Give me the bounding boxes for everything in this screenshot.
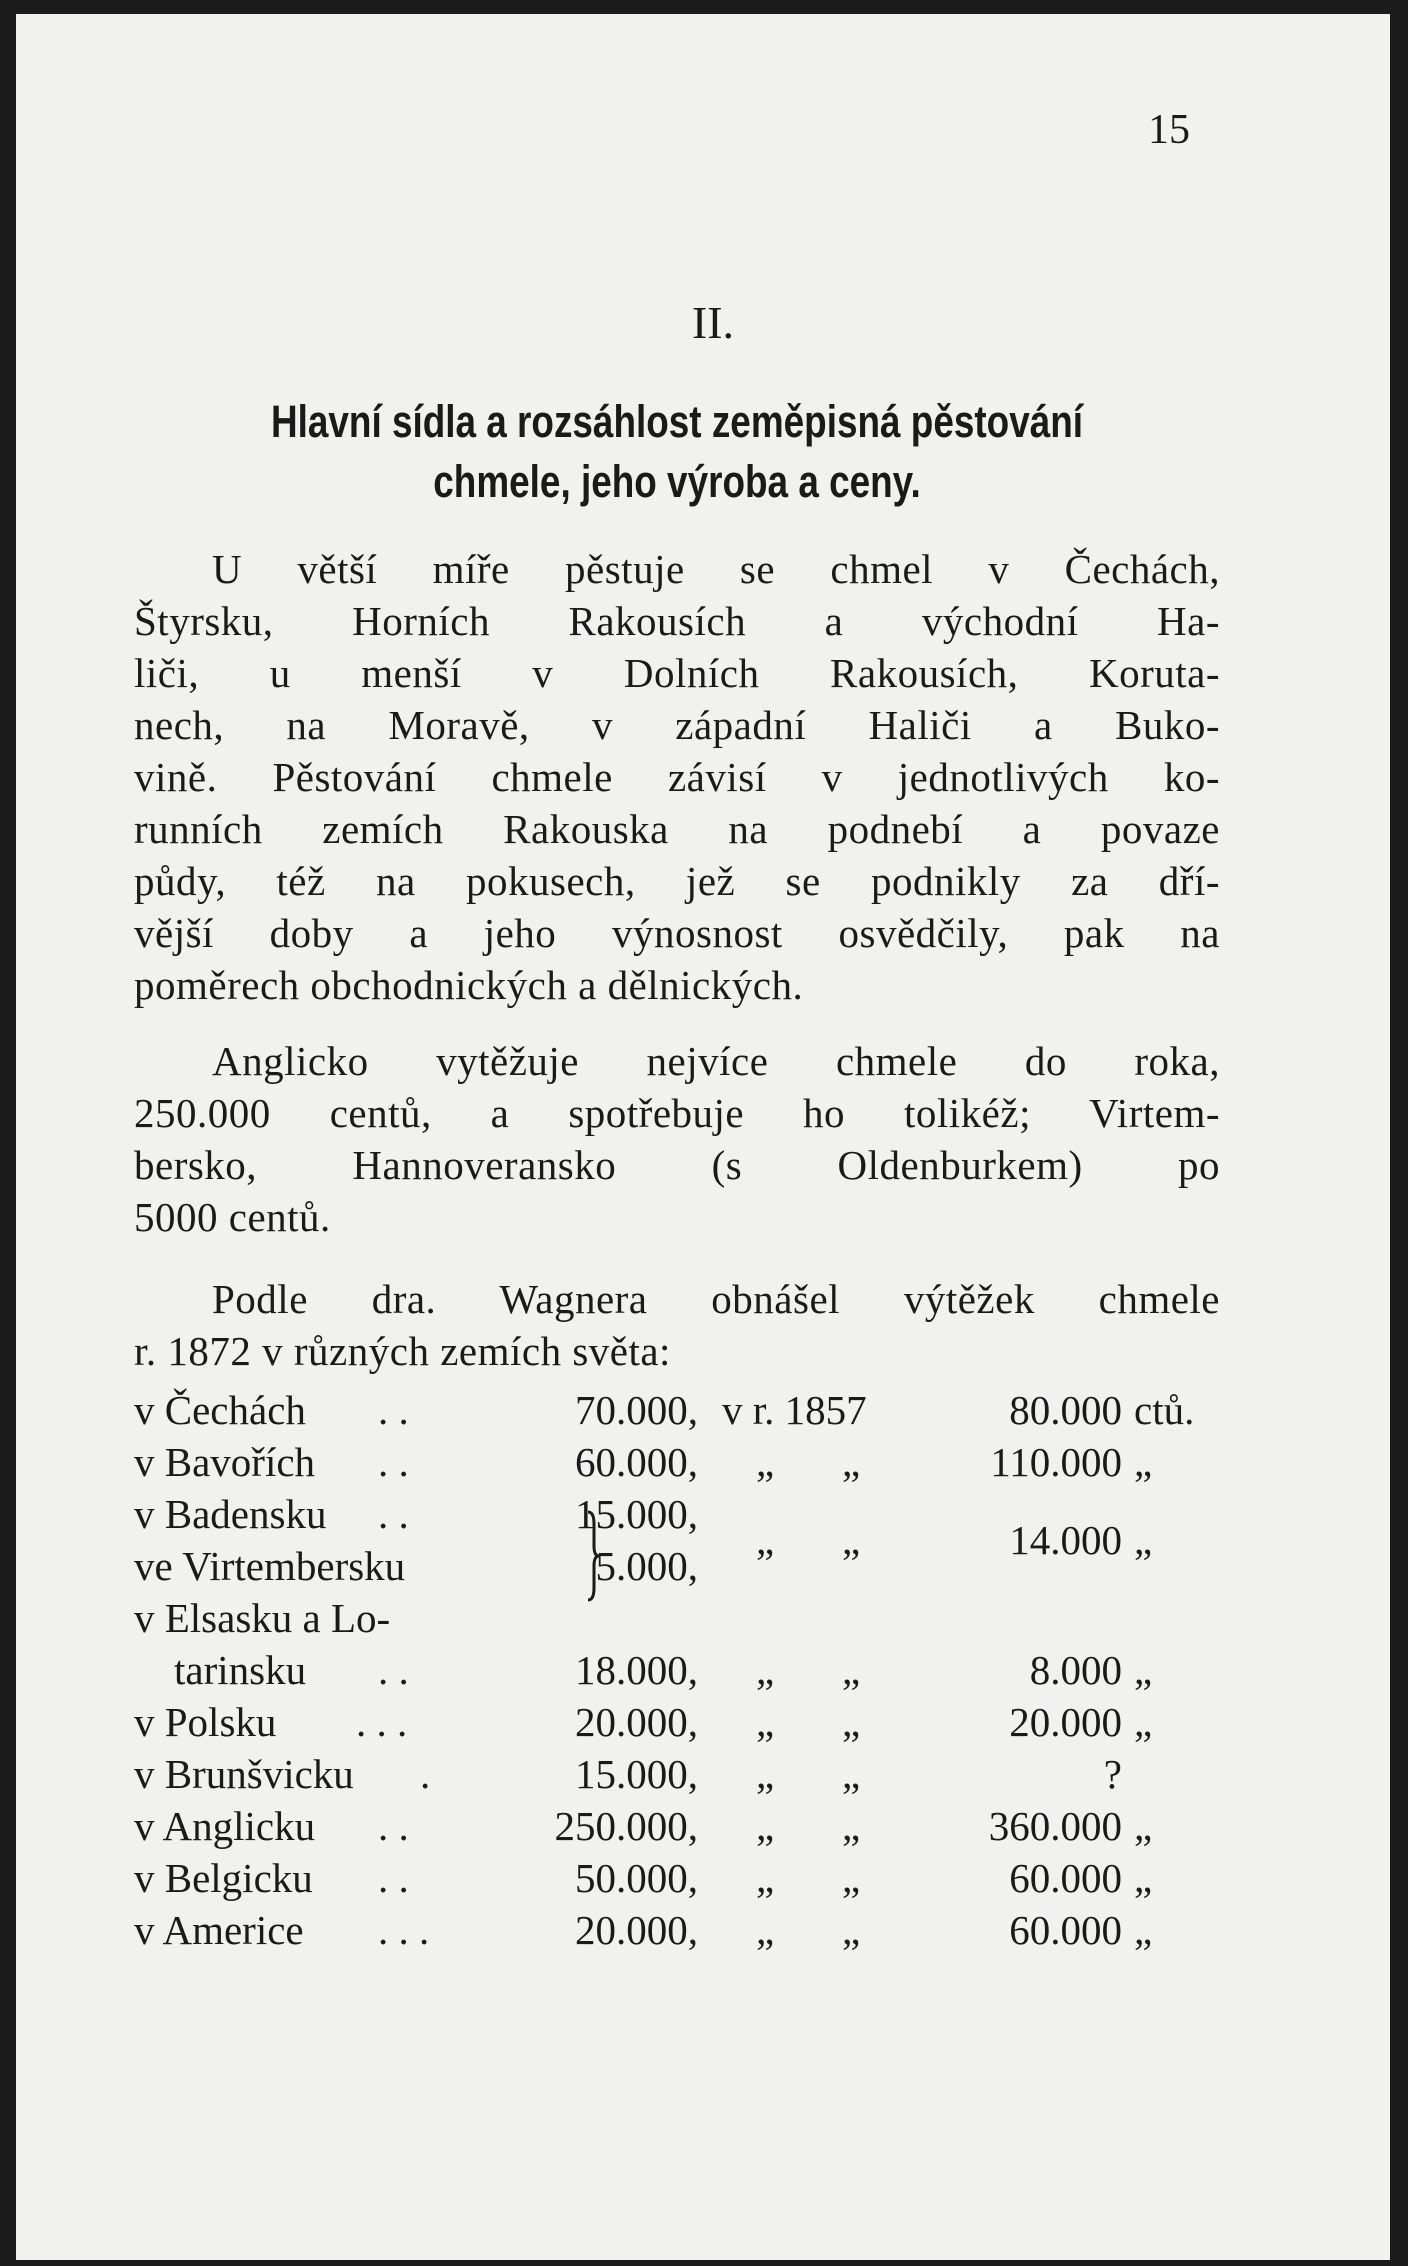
unit-label: „: [1134, 1517, 1153, 1563]
table-row: [134, 1748, 1234, 1800]
unit-label: „: [1134, 1855, 1153, 1901]
table-row: [134, 1800, 1234, 1852]
table-row: [134, 1696, 1234, 1748]
ditto-mark: „: [842, 1439, 861, 1485]
book-page: [16, 14, 1390, 2260]
paragraph-3-line: r. 1872 v různých zemích světa:: [134, 1328, 671, 1374]
paragraph-1-line: liči, u menší v Dolních Rakousích, Koruta-: [134, 650, 1220, 696]
ditto-mark: „: [842, 1907, 861, 1953]
table-row: [134, 1904, 1234, 1956]
value-1857: 110.000: [990, 1439, 1122, 1485]
paragraph-1-line: vině. Pěstování chmele závisí v jednotlivých ko-: [134, 754, 1220, 800]
section-heading-line-1: Hlavní sídla a rozsáhlost zeměpisná pěstování: [270, 396, 1084, 447]
leader-dots: . .: [378, 1855, 409, 1901]
value-1857: 20.000: [1009, 1699, 1122, 1745]
ditto-mark: „: [842, 1855, 861, 1901]
country-name: v Anglicku: [134, 1803, 316, 1849]
table-row: [134, 1436, 1234, 1488]
table-row: [134, 1517, 1234, 1592]
leader-dots: .: [420, 1751, 431, 1797]
paragraph-2-line: Anglicko vytěžuje nejvíce chmele do roka,: [212, 1038, 1220, 1084]
country-name: v Polsku: [134, 1699, 277, 1745]
ditto-mark: „: [842, 1647, 861, 1693]
paragraph-2-line: 250.000 centů, a spotřebuje ho tolikéž; Virtem-: [134, 1090, 1220, 1136]
value-1872: 250.000,: [554, 1803, 698, 1849]
value-1857: 14.000: [1009, 1517, 1122, 1563]
paragraph-1-line: půdy, též na pokusech, jež se podnikly za dří-: [134, 858, 1220, 904]
paragraph-2-line: bersko, Hannoveransko (s Oldenburkem) po: [134, 1142, 1220, 1188]
value-1857: 60.000: [1009, 1855, 1122, 1901]
unit-label: „: [1134, 1907, 1153, 1953]
value-1857: 8.000: [1029, 1647, 1122, 1693]
leader-dots: . .: [378, 1491, 409, 1537]
ditto-mark: „: [842, 1517, 861, 1563]
ditto-mark: „: [842, 1699, 861, 1745]
leader-dots: . .: [378, 1387, 409, 1433]
unit-label: „: [1134, 1647, 1153, 1693]
leader-dots: . .: [378, 1439, 409, 1485]
value-1857: 60.000: [1009, 1907, 1122, 1953]
value-1857: ?: [1103, 1751, 1122, 1797]
curly-brace-icon: [586, 1510, 600, 1602]
value-1857: 80.000: [1009, 1387, 1122, 1433]
unit-label: „: [1134, 1439, 1153, 1485]
value-1872: 20.000,: [575, 1699, 698, 1745]
country-name: v Belgicku: [134, 1855, 313, 1901]
value-1872: 50.000,: [575, 1855, 698, 1901]
country-name: ve Virtembersku: [134, 1543, 406, 1589]
value-1872: 15.000,: [575, 1491, 698, 1537]
value-1872: 60.000,: [575, 1439, 698, 1485]
paragraph-1-line: U větší míře pěstuje se chmel v Čechách,: [212, 546, 1220, 592]
paragraph-1-line: Štyrsku, Horních Rakousích a východní Ha-: [134, 598, 1220, 644]
unit-label: „: [1134, 1699, 1153, 1745]
country-name: v Bavořích: [134, 1439, 316, 1485]
country-name: v Brunšvicku: [134, 1751, 354, 1797]
ditto-mark: „: [756, 1439, 775, 1485]
table-row: [134, 1592, 1234, 1644]
value-1872: 20.000,: [575, 1907, 698, 1953]
leader-dots: . . .: [356, 1699, 408, 1745]
paragraph-1-line: nech, na Moravě, v západní Haliči a Buko-: [134, 702, 1220, 748]
table-row: [134, 1384, 1234, 1436]
paragraph-2-line: 5000 centů.: [134, 1194, 331, 1240]
paragraph-1-line: runních zemích Rakouska na podnebí a povaze: [134, 806, 1220, 852]
country-name: v Badensku: [134, 1491, 327, 1537]
ditto-mark: „: [842, 1751, 861, 1797]
ditto-mark: „: [756, 1699, 775, 1745]
ditto-mark: „: [756, 1647, 775, 1693]
ditto-mark: „: [756, 1751, 775, 1797]
country-name: v Čechách: [134, 1387, 306, 1433]
country-name: v Americe: [134, 1907, 304, 1953]
ditto-mark: „: [842, 1803, 861, 1849]
value-1872: 15.000,: [575, 1751, 698, 1797]
country-name: v Elsasku a Lo-: [134, 1595, 391, 1641]
ditto-mark: „: [756, 1803, 775, 1849]
value-1857: 360.000: [988, 1803, 1122, 1849]
value-1872: 18.000,: [575, 1647, 698, 1693]
unit-label: ctů.: [1134, 1387, 1195, 1433]
paragraph-1-line: poměrech obchodnických a dělnických.: [134, 962, 804, 1008]
leader-dots: . .: [378, 1803, 409, 1849]
section-heading-line-2: chmele, jeho výroba a ceny.: [433, 456, 921, 507]
leader-dots: . .: [378, 1647, 409, 1693]
paragraph-3-line: Podle dra. Wagnera obnášel výtěžek chmele: [212, 1276, 1220, 1322]
unit-label: „: [1134, 1803, 1153, 1849]
value-1872: 5.000,: [595, 1543, 698, 1589]
ditto-mark: „: [756, 1907, 775, 1953]
ditto-mark: „: [756, 1517, 775, 1563]
ditto-mark: „: [756, 1855, 775, 1901]
value-1872: 70.000,: [575, 1387, 698, 1433]
leader-dots: . . .: [378, 1907, 430, 1953]
table-row: [134, 1644, 1234, 1696]
paragraph-1-line: vější doby a jeho výnosnost osvědčily, pak na: [134, 910, 1220, 956]
table-row: [134, 1852, 1234, 1904]
year-label: v r. 1857: [722, 1387, 867, 1433]
chapter-number: II.: [691, 297, 735, 348]
country-name: tarinsku: [174, 1647, 307, 1693]
page-number: 15: [1148, 107, 1190, 153]
